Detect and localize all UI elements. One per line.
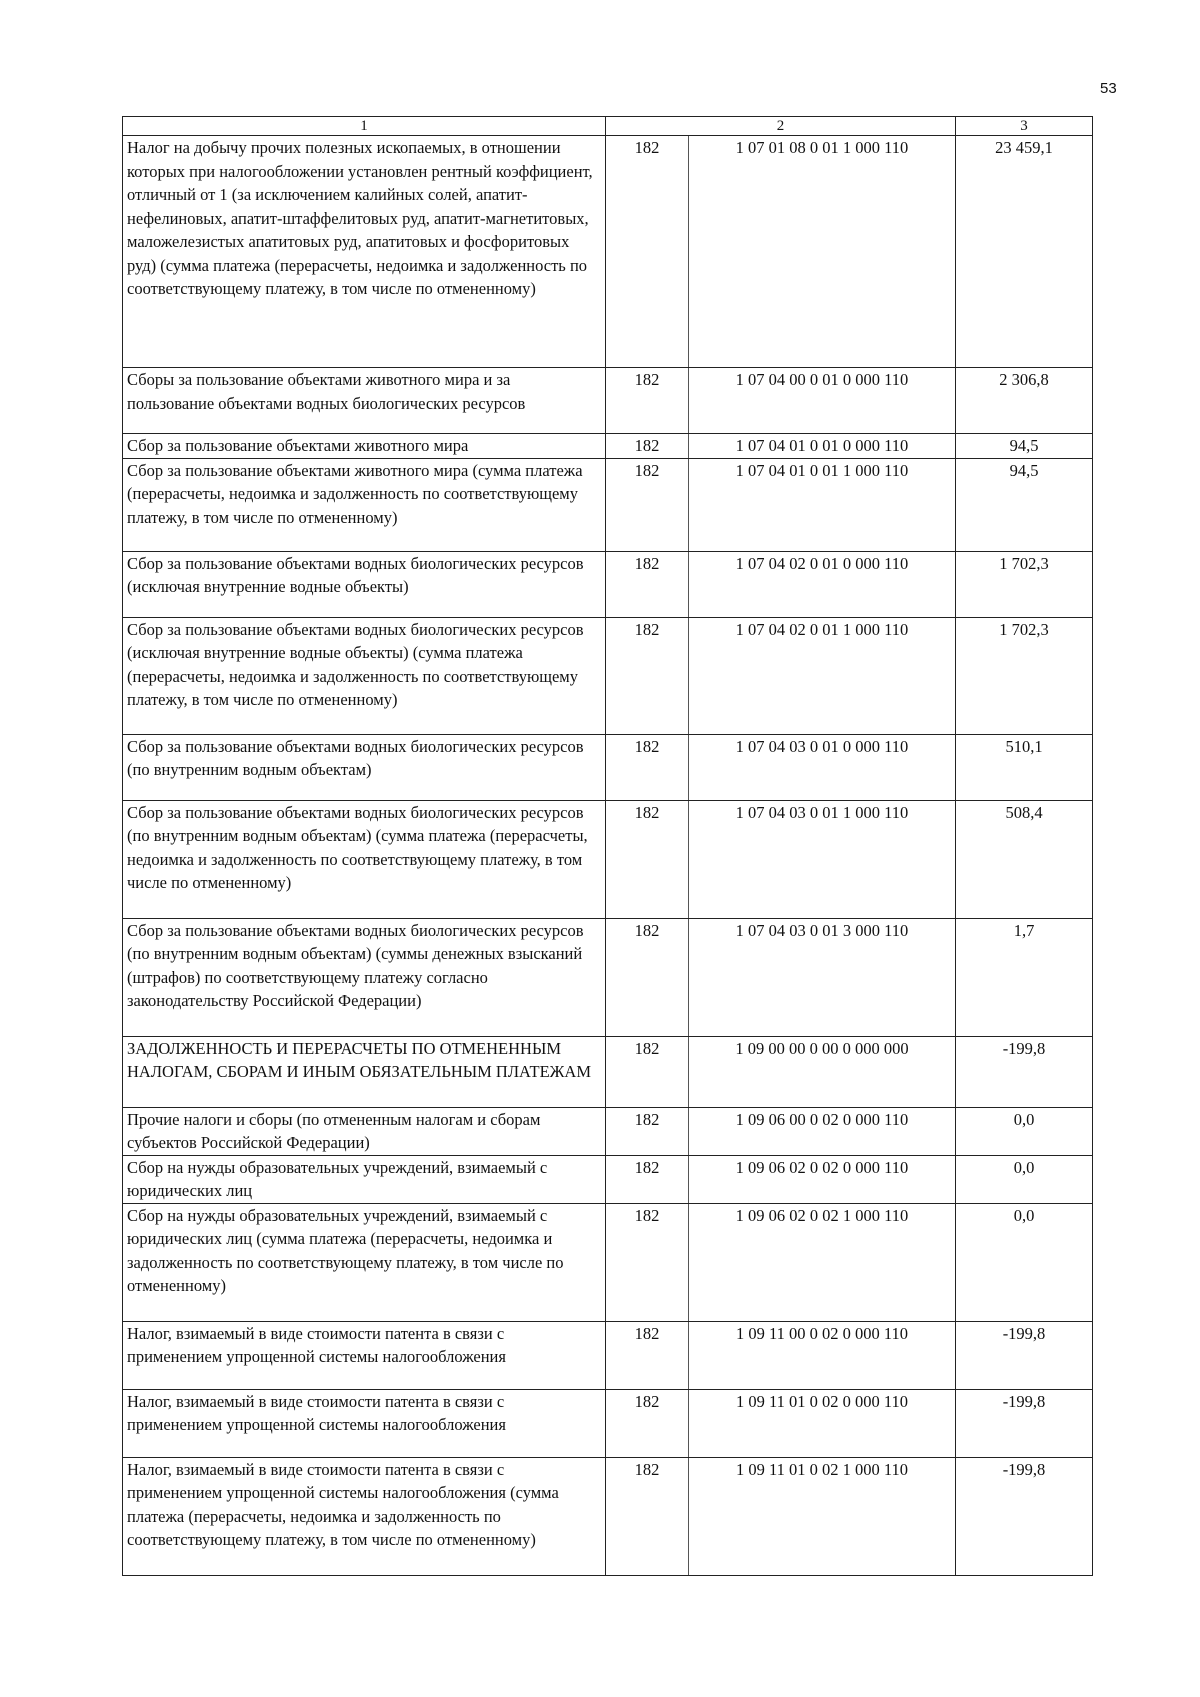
table-row [123,458,1093,551]
row-amount: 0,0 [956,1203,1093,1321]
table-row [123,1036,1093,1107]
table-row [123,1107,1093,1155]
row-amount: 1 702,3 [956,617,1093,734]
row-admin-code: 182 [606,918,689,1036]
row-kbk-code: 1 07 04 03 0 01 1 000 110 [689,800,956,918]
row-name: Сбор за пользование объектами водных биологических ресурсов (по внутренним водным объектам) [123,734,606,800]
row-kbk-code: 1 09 11 01 0 02 0 000 110 [689,1389,956,1457]
row-kbk-code: 1 09 00 00 0 00 0 000 000 [689,1036,956,1107]
row-amount: 1,7 [956,918,1093,1036]
table-row [123,434,1093,459]
row-admin-code: 182 [606,1389,689,1457]
table-row [123,1155,1093,1203]
row-amount: -199,8 [956,1036,1093,1107]
row-kbk-code: 1 07 04 02 0 01 0 000 110 [689,551,956,617]
row-kbk-code: 1 07 04 02 0 01 1 000 110 [689,617,956,734]
table-row [123,918,1093,1036]
row-kbk-code: 1 07 04 01 0 01 0 000 110 [689,434,956,459]
row-admin-code: 182 [606,1107,689,1155]
row-amount: 94,5 [956,458,1093,551]
row-kbk-code: 1 09 06 02 0 02 1 000 110 [689,1203,956,1321]
row-name: Налог, взимаемый в виде стоимости патента в связи с применением упрощенной системы налогообложения [123,1321,606,1389]
row-admin-code: 182 [606,617,689,734]
row-kbk-code: 1 07 04 03 0 01 0 000 110 [689,734,956,800]
header-col-3: 3 [956,117,1093,136]
row-name: Сбор за пользование объектами водных биологических ресурсов (исключая внутренние водные объекты) [123,551,606,617]
row-admin-code: 182 [606,1321,689,1389]
header-col-1: 1 [123,117,606,136]
row-name: Сборы за пользование объектами животного мира и за пользование объектами водных биологических ресурсов [123,368,606,434]
table-row [123,136,1093,368]
row-amount: 2 306,8 [956,368,1093,434]
row-admin-code: 182 [606,434,689,459]
row-amount: -199,8 [956,1321,1093,1389]
table-row [123,551,1093,617]
row-kbk-code: 1 09 06 02 0 02 0 000 110 [689,1155,956,1203]
row-admin-code: 182 [606,800,689,918]
row-admin-code: 182 [606,551,689,617]
row-name: Сбор за пользование объектами животного мира [123,434,606,459]
row-admin-code: 182 [606,1457,689,1575]
table-row [123,1457,1093,1575]
row-name: Сбор на нужды образовательных учреждений, взимаемый с юридических лиц (сумма платежа (перерасчеты, недоимка и задолженность по соответствующему платежу, в том числе по отмененному) [123,1203,606,1321]
row-admin-code: 182 [606,136,689,368]
row-kbk-code: 1 07 04 00 0 01 0 000 110 [689,368,956,434]
row-amount: 1 702,3 [956,551,1093,617]
row-admin-code: 182 [606,734,689,800]
row-amount: 0,0 [956,1155,1093,1203]
row-name: Налог, взимаемый в виде стоимости патента в связи с применением упрощенной системы налогообложения [123,1389,606,1457]
row-amount: 23 459,1 [956,136,1093,368]
table-row [123,1321,1093,1389]
table-row [123,617,1093,734]
table-row [123,734,1093,800]
row-name: Прочие налоги и сборы (по отмененным налогам и сборам субъектов Российской Федерации) [123,1107,606,1155]
row-amount: 0,0 [956,1107,1093,1155]
budget-revenue-table [122,116,1093,1576]
row-amount: 510,1 [956,734,1093,800]
table-row [123,800,1093,918]
row-kbk-code: 1 07 04 03 0 01 3 000 110 [689,918,956,1036]
row-name: Сбор за пользование объектами водных биологических ресурсов (по внутренним водным объектам) (суммы денежных взысканий (штрафов) по соответствующему платежу согласно законодательству Российской Федерации) [123,918,606,1036]
row-name: Налог на добычу прочих полезных ископаемых, в отношении которых при налогообложении установлен рентный коэффициент, отличный от 1 (за исключением калийных солей, апатит-нефелиновых, апатит-штаффелитовых руд, апатит-магнетитовых, маложелезистых апатитовых руд, апатитовых и фосфоритовых руд) (сумма платежа (перерасчеты, недоимка и задолженность по соответствующему платежу, в том числе по отмененному) [123,136,606,368]
row-amount: -199,8 [956,1389,1093,1457]
row-name: Сбор за пользование объектами водных биологических ресурсов (по внутренним водным объектам) (сумма платежа (перерасчеты, недоимка и задолженность по соответствующему платежу, в том числе по отмененному) [123,800,606,918]
page-number: 53 [1100,80,1117,97]
row-admin-code: 182 [606,1155,689,1203]
table-row [123,368,1093,434]
row-name: Налог, взимаемый в виде стоимости патента в связи с применением упрощенной системы налогообложения (сумма платежа (перерасчеты, недоимка и задолженность по соответствующему платежу, в том числе по отмененному) [123,1457,606,1575]
row-kbk-code: 1 09 06 00 0 02 0 000 110 [689,1107,956,1155]
row-name: Сбор на нужды образовательных учреждений, взимаемый с юридических лиц [123,1155,606,1203]
row-name: Сбор за пользование объектами водных биологических ресурсов (исключая внутренние водные объекты) (сумма платежа (перерасчеты, недоимка и задолженность по соответствующему платежу, в том числе по отмененному) [123,617,606,734]
table-row [123,1203,1093,1321]
row-amount: 508,4 [956,800,1093,918]
row-amount: -199,8 [956,1457,1093,1575]
table-header-row [123,117,1093,136]
table-row [123,1389,1093,1457]
row-admin-code: 182 [606,368,689,434]
row-name: ЗАДОЛЖЕННОСТЬ И ПЕРЕРАСЧЕТЫ ПО ОТМЕНЕННЫМ НАЛОГАМ, СБОРАМ И ИНЫМ ОБЯЗАТЕЛЬНЫМ ПЛАТЕЖАМ [123,1036,606,1107]
row-admin-code: 182 [606,1203,689,1321]
row-amount: 94,5 [956,434,1093,459]
row-admin-code: 182 [606,1036,689,1107]
row-kbk-code: 1 07 01 08 0 01 1 000 110 [689,136,956,368]
row-kbk-code: 1 09 11 00 0 02 0 000 110 [689,1321,956,1389]
row-kbk-code: 1 09 11 01 0 02 1 000 110 [689,1457,956,1575]
row-kbk-code: 1 07 04 01 0 01 1 000 110 [689,458,956,551]
row-name: Сбор за пользование объектами животного мира (сумма платежа (перерасчеты, недоимка и задолженность по соответствующему платежу, в том числе по отмененному) [123,458,606,551]
row-admin-code: 182 [606,458,689,551]
header-col-2: 2 [606,117,956,136]
